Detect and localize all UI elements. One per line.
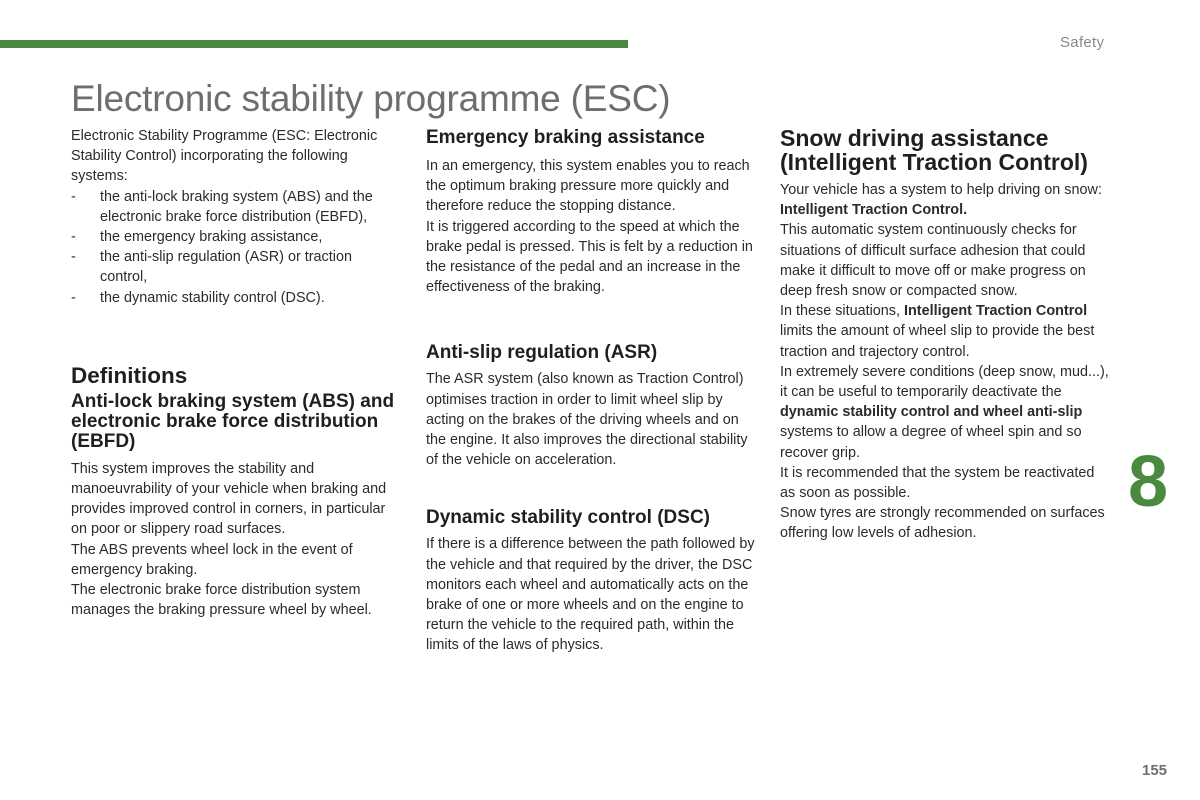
snow-emphasis: dynamic stability control and wheel anti-slip — [780, 404, 1083, 421]
dsc-heading: Dynamic stability control (DSC) — [426, 507, 710, 529]
snow-paragraph-4 — [780, 362, 1110, 463]
snow-emphasis: Intelligent Traction Control — [904, 303, 1088, 320]
column-left — [71, 126, 401, 620]
column-middle — [426, 126, 761, 656]
snow-paragraph-2: This automatic system continuously checks for situations of difficult surface adhesion that could make it difficult to move off or make progress on deep fresh snow or compacted snow. — [780, 222, 1086, 300]
intro-text: Electronic Stability Programme (ESC: Electronic Stability Control) incorporating the following systems: — [71, 128, 378, 185]
snow-paragraph-6: Snow tyres are strongly recommended on surfaces offering low levels of adhesion. — [780, 505, 1105, 542]
page-number: 155 — [1142, 762, 1168, 779]
list-item: - the anti-lock braking system (ABS) and the electronic brake force distribution (EBFD), — [71, 187, 401, 227]
snow-paragraph-1 — [780, 180, 1110, 220]
abs-heading: Anti-lock braking system (ABS) and electronic brake force distribution (EBFD) — [71, 390, 395, 452]
emergency-paragraph-2: It is triggered according to the speed at which the brake pedal is pressed. This is felt by a reduction in the resistance of the pedal and an increase in the effectiveness of the braking. — [426, 218, 753, 296]
emergency-paragraph-1: In an emergency, this system enables you to reach the optimum braking pressure more quickly and therefore reduce the stopping distance. — [426, 158, 750, 215]
snow-paragraph-5: It is recommended that the system be reactivated as soon as possible. — [780, 464, 1095, 502]
snow-paragraph-3 — [780, 301, 1110, 362]
page-title: Electronic stability programme (ESC) — [71, 78, 671, 119]
abs-paragraph-3: The electronic brake force distribution system manages the braking pressure wheel by wheel. — [71, 582, 372, 619]
emergency-heading: Emergency braking assistance — [426, 127, 705, 148]
asr-heading: Anti-slip regulation (ASR) — [426, 342, 658, 364]
abs-paragraph-1: This system improves the stability and manoeuvrability of your vehicle when braking and provides improved control in corners, in particular on poor or slippery road surfaces. — [71, 460, 387, 538]
list-item: - the anti-slip regulation (ASR) or traction control, — [71, 247, 401, 287]
section-label: Safety — [1060, 34, 1105, 51]
header-accent-bar — [0, 40, 628, 48]
list-item: - the emergency braking assistance, — [71, 227, 401, 247]
dsc-paragraph: If there is a difference between the path followed by the vehicle and that required by the driver, the DSC monitors each wheel and automatically acts on the brake of one or more wheels and on the engine to return the vehicle to the required path, within the limits of the laws of physics. — [426, 536, 755, 654]
snow-text: Your vehicle has a system to help driving on snow: — [780, 182, 1102, 198]
chapter-number: 8 — [1128, 442, 1169, 522]
systems-list — [71, 187, 401, 308]
abs-paragraph-2: The ABS prevents wheel lock in the event of emergency braking. — [71, 541, 353, 578]
definitions-heading: Definitions — [71, 362, 188, 388]
snow-text: systems to allow a degree of wheel spin and so recover grip. — [780, 424, 1082, 461]
snow-text: limits the amount of wheel slip to provide the best traction and trajectory control. — [780, 323, 1095, 360]
snow-heading: Snow driving assistance (Intelligent Traction Control) — [780, 125, 1088, 175]
snow-emphasis: Intelligent Traction Control. — [780, 202, 968, 219]
asr-paragraph: The ASR system (also known as Traction Control) optimises traction in order to limit wheel slip by acting on the brakes of the driving wheels and on the engine. It also improves the directional stability of the vehicle on acceleration. — [426, 371, 748, 469]
snow-text: In these situations, — [780, 303, 904, 320]
snow-text: In extremely severe conditions (deep snow, mud...), it can be useful to temporarily deactivate the — [780, 363, 1109, 401]
list-item: - the dynamic stability control (DSC). — [71, 288, 401, 308]
column-right — [780, 126, 1110, 544]
